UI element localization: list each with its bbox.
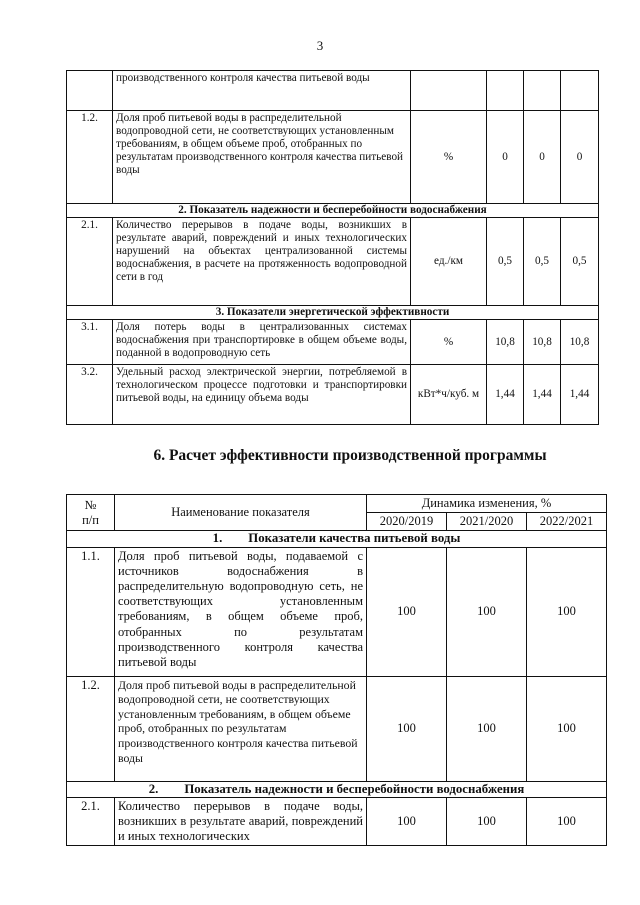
name-header: Наименование показателя [115, 495, 367, 531]
section-title [67, 531, 607, 547]
section-title: 2. Показатель надежности и бесперебойности водоснабжения [67, 204, 599, 218]
unit: ед./км [411, 218, 487, 306]
year-header: 2022/2021 [527, 513, 607, 531]
indicator-name: Доля проб питьевой воды в распределительной водопроводной сети, не соответствующих установленным требованиям, в общем объеме проб, отобранных по результатам производственного контроля качества питьевой воды [113, 111, 411, 204]
row-number: 3.1. [67, 320, 113, 365]
indicator-name: Количество перерывов в подаче воды, возникших в результате аварий, повреждений и иных технологических [115, 797, 367, 846]
value-2021-2020: 100 [447, 547, 527, 676]
year-header: 2021/2020 [447, 513, 527, 531]
indicator-name: Количество перерывов в подаче воды, возникших в результате аварий, повреждений и иных технологических нарушений на объектах централизованной системы водоснабжения, в расчете на протяженность водопроводной сети в год [113, 218, 411, 306]
value-2021: 1,44 [524, 365, 561, 425]
number-header-line2: п/п [82, 512, 99, 527]
table-row [67, 676, 607, 781]
table-row [67, 320, 599, 365]
indicator-name: Доля проб питьевой воды, подаваемой с источников водоснабжения в распределительную водопроводную сеть, не соответствующих установленным требованиям, в общем объеме проб, отобранных по результатам производственного контроля качества питьевой воды [115, 547, 367, 676]
unit: % [411, 320, 487, 365]
section-title: 3. Показатели энергетической эффективности [67, 306, 599, 320]
section-heading: 6. Расчет эффективности производственной программы [153, 447, 547, 464]
row-number [67, 71, 113, 111]
indicator-name: производственного контроля качества питьевой воды [113, 71, 411, 111]
row-number: 1.1. [67, 547, 115, 676]
value-2021-2020: 100 [447, 797, 527, 846]
unit: % [411, 111, 487, 204]
value-2020-2019: 100 [367, 676, 447, 781]
section-row [67, 781, 607, 797]
page-number: 3 [316, 38, 324, 53]
value-2020: 0 [487, 111, 524, 204]
dynamics-header: Динамика изменения, % [367, 495, 607, 513]
number-header [67, 495, 115, 531]
value-2020 [487, 71, 524, 111]
section-name: Показатель надежности и бесперебойности водоснабжения [184, 781, 525, 796]
section-row [67, 531, 607, 547]
section-row [67, 306, 599, 320]
value-2022 [561, 71, 599, 111]
indicator-name: Удельный расход электрической энергии, потребляемой в технологическом процессе подготовки и транспортировки питьевой воды, на единицу объема воды [113, 365, 411, 425]
value-2020: 0,5 [487, 218, 524, 306]
unit [411, 71, 487, 111]
year-header: 2020/2019 [367, 513, 447, 531]
value-2021: 10,8 [524, 320, 561, 365]
table-row [67, 111, 599, 204]
indicator-name: Доля проб питьевой воды в распределительной водопроводной сети, не соответствующих установленным требованиям, в общем объеме проб, отобранных по результатам производственного контроля качества питьевой воды [115, 676, 367, 781]
section-row [67, 204, 599, 218]
header-row [67, 495, 607, 513]
table-row [67, 797, 607, 846]
efficiency-table [66, 494, 607, 846]
value-2022-2021: 100 [527, 797, 607, 846]
row-number: 2.1. [67, 797, 115, 846]
indicators-table [66, 70, 599, 425]
table-row [67, 218, 599, 306]
unit: кВт*ч/куб. м [411, 365, 487, 425]
table-row [67, 547, 607, 676]
value-2022: 0,5 [561, 218, 599, 306]
table-row [67, 71, 599, 111]
value-2021 [524, 71, 561, 111]
row-number: 1.2. [67, 676, 115, 781]
number-header-line1: № [84, 497, 97, 512]
value-2020: 10,8 [487, 320, 524, 365]
row-number: 3.2. [67, 365, 113, 425]
value-2022-2021: 100 [527, 676, 607, 781]
value-2022: 1,44 [561, 365, 599, 425]
section-number: 1. [212, 531, 223, 546]
indicator-name: Доля потерь воды в централизованных системах водоснабжения при транспортировке в общем объеме воды, поданной в водопроводную сеть [113, 320, 411, 365]
section-name: Показатели качества питьевой воды [248, 531, 461, 546]
value-2022-2021: 100 [527, 547, 607, 676]
table-row [67, 365, 599, 425]
value-2021-2020: 100 [447, 676, 527, 781]
row-number: 2.1. [67, 218, 113, 306]
section-title [67, 781, 607, 797]
row-number: 1.2. [67, 111, 113, 204]
value-2022: 0 [561, 111, 599, 204]
value-2020: 1,44 [487, 365, 524, 425]
section-number: 2. [148, 781, 159, 796]
value-2021: 0 [524, 111, 561, 204]
value-2021: 0,5 [524, 218, 561, 306]
value-2022: 10,8 [561, 320, 599, 365]
value-2020-2019: 100 [367, 547, 447, 676]
value-2020-2019: 100 [367, 797, 447, 846]
